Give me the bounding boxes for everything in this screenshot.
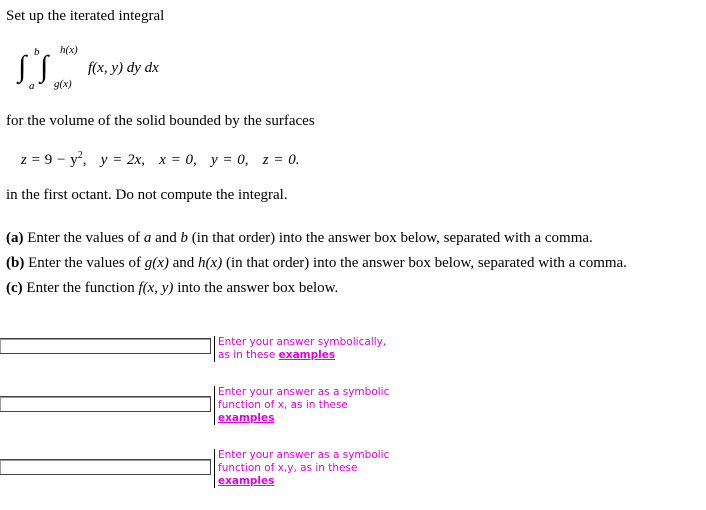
var-a: a	[143, 230, 152, 246]
part-c-label: (c)	[6, 280, 23, 296]
part-a-text: Enter the values of	[27, 230, 141, 246]
hint-a-line2: as in these	[218, 349, 276, 361]
answer-input-a[interactable]	[0, 338, 211, 354]
part-a-tail: (in that order) into the answer box below, separated with a comma.	[191, 230, 593, 246]
part-a-label: (a)	[6, 230, 24, 246]
answer-input-b[interactable]	[0, 396, 211, 412]
surface-equations: $z = 9 - y^2$, y = 2x, x = 0, y = 0, z = 0.	[21, 150, 300, 168]
part-c-text: Enter the function	[26, 280, 135, 296]
hint-b-line1: Enter your answer as a symbolic	[218, 386, 390, 398]
hint-a-line1: Enter your answer symbolically,	[218, 336, 387, 348]
var-f: f(x, y)	[138, 280, 174, 296]
part-b-and: and	[172, 255, 195, 271]
var-b: b	[180, 230, 189, 246]
outer-upper-limit: b	[34, 46, 40, 58]
outer-integral-sign: ∫	[18, 50, 27, 83]
eq1-left: z	[21, 152, 27, 168]
part-a	[6, 230, 593, 247]
inner-integral-sign: ∫	[40, 50, 49, 83]
part-a-and: and	[155, 230, 177, 246]
eq3: x = 0,	[159, 152, 197, 168]
hint-b-line2: function of x, as in these	[218, 399, 348, 411]
eq1-right: = 9 − y	[31, 152, 78, 168]
outer-lower-limit: a	[29, 80, 35, 92]
eq4: y = 0,	[210, 152, 249, 168]
integrand: f(x, y) dy dx	[88, 60, 159, 76]
intro-text: Set up the iterated integral	[6, 8, 165, 24]
answer-hint-a	[214, 336, 386, 362]
var-g: g(x)	[144, 255, 169, 271]
hint-c-line2: function of x,y, as in these	[218, 462, 358, 474]
part-b-label: (b)	[6, 255, 25, 271]
answer-input-c[interactable]	[0, 459, 211, 475]
examples-link-b[interactable]: examples	[218, 412, 275, 424]
part-c-tail: into the answer box below.	[177, 280, 339, 296]
eq1-exponent: 2	[77, 150, 83, 161]
part-b-tail: (in that order) into the answer box below, separated with a comma.	[225, 255, 627, 271]
bounded-text: for the volume of the solid bounded by the surfaces	[6, 113, 315, 129]
examples-link-a[interactable]: examples	[278, 349, 336, 361]
var-h: h(x)	[198, 255, 223, 271]
eq5: z = 0.	[262, 152, 300, 168]
inner-lower-limit: g(x)	[54, 78, 72, 90]
part-c	[6, 280, 338, 297]
octant-text: in the first octant. Do not compute the integral.	[6, 187, 288, 203]
inner-upper-limit: h(x)	[60, 44, 78, 56]
eq2: y = 2x,	[100, 152, 145, 168]
examples-link-c[interactable]: examples	[218, 475, 275, 487]
iterated-integral	[18, 44, 218, 94]
hint-c-line1: Enter your answer as a symbolic	[218, 449, 390, 461]
answer-hint-b	[214, 386, 389, 425]
part-b	[6, 255, 627, 272]
answer-hint-c	[214, 449, 389, 488]
part-b-text: Enter the values of	[28, 255, 141, 271]
